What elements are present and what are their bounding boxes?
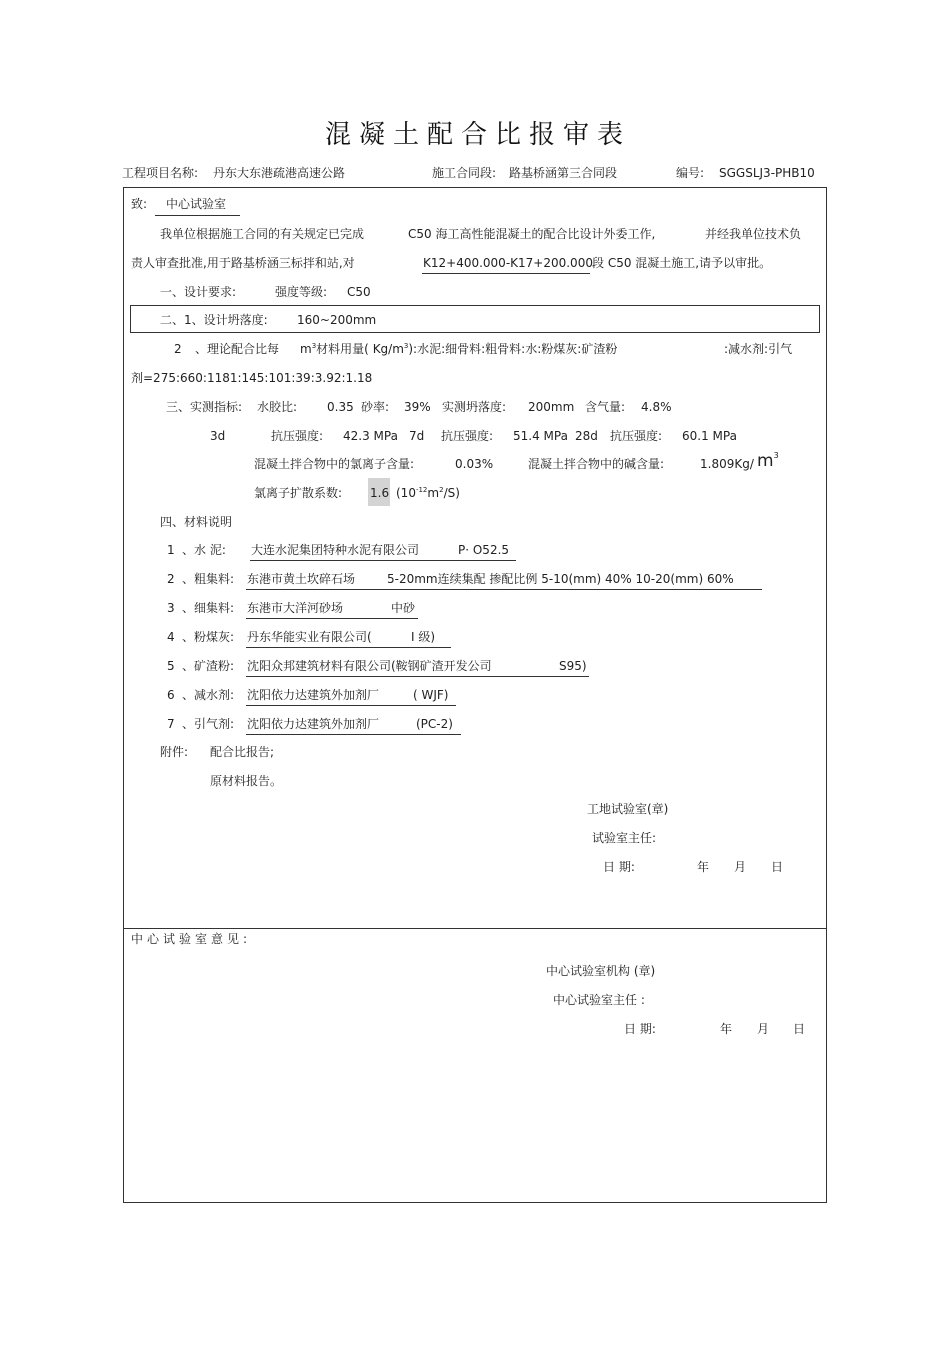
material-extra: P· O52.5: [458, 543, 510, 557]
material-number: 4: [167, 630, 175, 644]
intro-text-3: 并经我单位技术负: [705, 227, 802, 241]
diffusion-unit: $(10^{-12}m^2/S)$: [396, 486, 460, 500]
material-underline: [246, 676, 589, 677]
material-value: 沈阳众邦建筑材料有限公司(鞍钢矿渣开发公司: [247, 659, 492, 673]
material-number: 7: [167, 717, 175, 731]
material-number: 5: [167, 659, 175, 673]
age-7d: 7d: [409, 429, 425, 443]
age-3d: 3d: [210, 429, 226, 443]
attachment-mix-report: 配合比报告;: [210, 745, 275, 759]
design-slump-label: 二、1、设计坍落度:: [160, 313, 268, 327]
material-number: 1: [167, 543, 175, 557]
mix-ratio-text-3: :减水剂:引气: [724, 342, 793, 356]
intro-text-4: 责人审查批准,用于路基桥涵三标拌和站,对: [131, 256, 355, 270]
center-date-day: 日: [793, 1022, 806, 1036]
alkali-content-value: 1.809Kg/: [700, 457, 754, 471]
material-extra: 中砂: [391, 601, 416, 615]
measured-label: 三、实测指标:: [166, 400, 243, 414]
material-underline: [250, 560, 516, 561]
strength-3d: 42.3 MPa: [343, 429, 398, 443]
materials-heading: 四、材料说明: [160, 515, 233, 529]
material-value: 沈阳依力达建筑外加剂厂: [247, 717, 380, 731]
attachment-material-report: 原材料报告。: [210, 774, 283, 788]
material-value: 沈阳依力达建筑外加剂厂: [247, 688, 380, 702]
sand-ratio-value: 39%: [404, 400, 431, 414]
site-date-year: 年: [697, 860, 710, 874]
strength-grade-value: C50: [347, 285, 371, 299]
chloride-content-value: 0.03%: [455, 457, 494, 471]
material-label: 、粗集料:: [182, 572, 235, 586]
alkali-content-label: 混凝土拌合物中的碱含量:: [528, 457, 665, 471]
material-value: 东港市大洋河砂场: [247, 601, 344, 615]
intro-text-2: C50 海工高性能混凝土的配合比设计外委工作,: [408, 227, 656, 241]
material-extra: Ⅰ 级): [411, 630, 436, 644]
age-28d: 28d: [575, 429, 598, 443]
water-binder-label: 水胶比:: [257, 400, 298, 414]
material-label: 、矿渣粉:: [182, 659, 235, 673]
to-label: 致:: [131, 197, 148, 211]
material-label: 、粉煤灰:: [182, 630, 235, 644]
center-date-month: 月: [757, 1022, 770, 1036]
material-extra: 5-20mm连续集配 掺配比例 5-10(mm) 40% 10-20(mm) 60%: [387, 572, 734, 586]
contract-section-label: 施工合同段:: [432, 166, 497, 180]
to-recipient: 中心试验室: [166, 197, 227, 211]
material-underline: [246, 734, 461, 735]
form-number-value: SGGSLJ3-PHB10: [719, 166, 815, 180]
material-value: 大连水泥集团特种水泥有限公司: [251, 543, 420, 557]
strength-label-28d: 抗压强度:: [610, 429, 663, 443]
mix-ratio-values: 剂=275:660:1181:145:101:39:3.92:1.18: [131, 371, 373, 385]
section-divider: [123, 928, 827, 929]
strength-label-3d: 抗压强度:: [271, 429, 324, 443]
strength-7d: 51.4 MPa: [513, 429, 568, 443]
strength-grade-label: 强度等级:: [275, 285, 328, 299]
material-underline: [246, 589, 762, 590]
diffusion-label: 氯离子扩散系数:: [254, 486, 343, 500]
site-date-day: 日: [771, 860, 784, 874]
material-label: 、引气剂:: [182, 717, 235, 731]
to-underline: [155, 215, 240, 216]
material-extra: S95): [559, 659, 587, 673]
center-opinion-label: 中心试验室意见:: [131, 932, 252, 946]
material-number: 2: [167, 572, 175, 586]
material-extra: (PC-2): [416, 717, 453, 731]
air-content-label: 含气量:: [585, 400, 626, 414]
material-label: 、减水剂:: [182, 688, 235, 702]
center-date-year: 年: [720, 1022, 733, 1036]
material-number: 3: [167, 601, 175, 615]
strength-label-7d: 抗压强度:: [441, 429, 494, 443]
material-value: 东港市黄土坎碎石场: [247, 572, 356, 586]
strength-28d: 60.1 MPa: [682, 429, 737, 443]
measured-slump-label: 实测坍落度:: [442, 400, 507, 414]
material-value: 丹东华能实业有限公司(: [247, 630, 372, 644]
sand-ratio-label: 砂率:: [361, 400, 390, 414]
contract-section-value: 路基桥涵第三合同段: [509, 166, 618, 180]
material-extra: ( WJF): [413, 688, 449, 702]
material-underline: [246, 705, 456, 706]
site-date-month: 月: [734, 860, 747, 874]
mix-ratio-text-2: $m^3$材料用量( $Kg/m^3$):水泥:细骨料:粗骨料:水:粉煤灰:矿渣粉: [300, 342, 618, 356]
mix-ratio-number: 2: [174, 342, 182, 356]
material-label: 、细集料:: [182, 601, 235, 615]
form-number-label: 编号:: [676, 166, 705, 180]
center-lab-org: 中心试验室机构 (章): [546, 964, 656, 978]
page-title: 混凝土配合比报审表: [325, 120, 632, 150]
alkali-unit: $m^3$: [757, 451, 779, 471]
chloride-content-label: 混凝土拌合物中的氯离子含量:: [254, 457, 415, 471]
project-name-value: 丹东大东港疏港高速公路: [213, 166, 346, 180]
project-name-label: 工程项目名称:: [122, 166, 199, 180]
center-date-label: 日 期:: [624, 1022, 656, 1036]
intro-text-1: 我单位根据施工合同的有关规定已完成: [160, 227, 365, 241]
site-lab-stamp: 工地试验室(章): [587, 802, 669, 816]
material-underline: [246, 647, 451, 648]
material-number: 6: [167, 688, 175, 702]
intro-text-5: 段 C50 混凝土施工,请予以审批。: [592, 256, 772, 270]
air-content-value: 4.8%: [641, 400, 672, 414]
mileage-range: K12+400.000-K17+200.000: [423, 256, 593, 270]
design-requirement-label: 一、设计要求:: [160, 285, 237, 299]
design-slump-value: 160~200mm: [297, 313, 377, 327]
center-lab-director: 中心试验室主任 :: [553, 993, 645, 1007]
mix-ratio-text-1: 、理论配合比每: [195, 342, 280, 356]
site-date-label: 日 期:: [603, 860, 635, 874]
attachments-label: 附件:: [160, 745, 189, 759]
material-underline: [246, 618, 418, 619]
material-label: 、水 泥:: [182, 543, 226, 557]
measured-slump-value: 200mm: [528, 400, 575, 414]
diffusion-value: 1.6: [370, 486, 390, 500]
mileage-underline: [422, 273, 590, 274]
water-binder-value: 0.35: [327, 400, 354, 414]
site-lab-director: 试验室主任:: [592, 831, 657, 845]
